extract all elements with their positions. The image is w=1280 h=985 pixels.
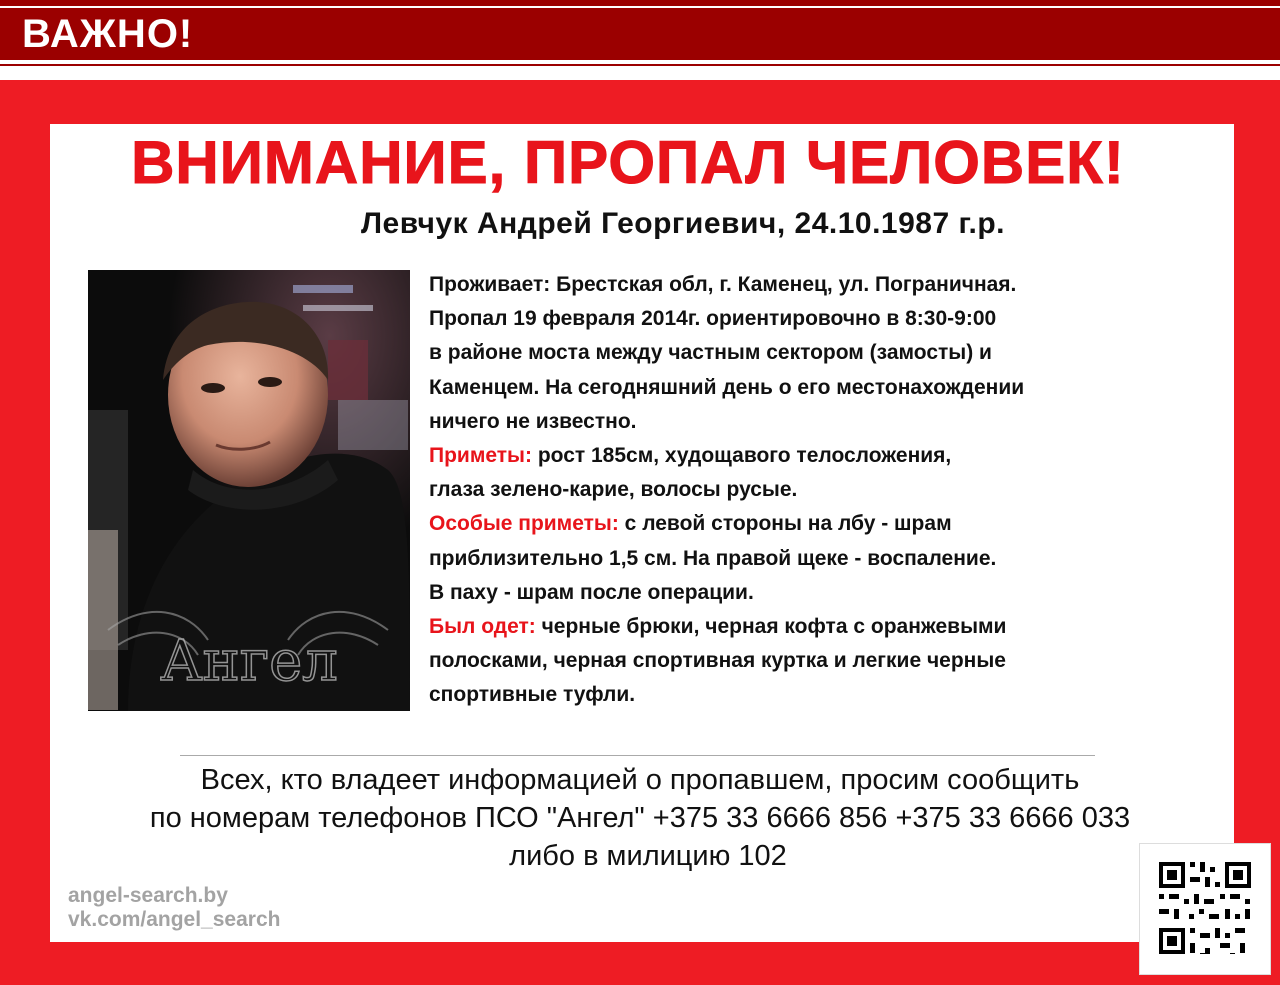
signs-line <box>429 439 1209 473</box>
divider <box>180 755 1095 756</box>
special-signs-line: В паху - шрам после операции. <box>429 580 754 604</box>
banner-underline <box>0 64 1280 66</box>
website-links <box>68 884 280 932</box>
site-link[interactable]: angel-search.by <box>68 884 228 907</box>
signs-label: Приметы: <box>429 444 532 468</box>
clothes-line: спортивные туфли. <box>429 683 636 707</box>
banner-label: ВАЖНО! <box>22 12 194 56</box>
special-signs-line: приблизительно 1,5 см. На правой щеке - воспаление. <box>429 546 997 570</box>
missing-person-name: Левчук Андрей Георгиевич, 24.10.1987 г.р. <box>361 207 1005 240</box>
signs-text: рост 185см, худощавого телосложения, <box>531 444 952 468</box>
phones-line: по номерам телефонов ПСО "Ангел" +375 33 6666 856 +375 33 6666 033 <box>149 802 1131 834</box>
residence-line: Пропал 19 февраля 2014г. ориентировочно в 8:30-9:00 <box>429 307 997 331</box>
top-banner <box>0 0 1280 60</box>
vk-link[interactable]: vk.com/angel_search <box>68 908 281 931</box>
special-signs-text: с левой стороны на лбу - шрам <box>618 512 952 536</box>
special-signs-line <box>429 507 1209 541</box>
photo-watermark: Ангел <box>160 629 338 694</box>
residence-line: Каменцем. На сегодняшний день о его местонахождении <box>429 375 1025 399</box>
missing-person-photo <box>88 270 410 711</box>
person-details <box>429 268 1209 713</box>
residence-line: Проживает: Брестская обл, г. Каменец, ул. Пограничная. <box>429 273 1017 296</box>
clothes-label: Был одет: <box>429 615 536 639</box>
clothes-text: черные брюки, черная кофта с оранжевыми <box>535 615 1007 639</box>
poster-headline: ВНИМАНИЕ, ПРОПАЛ ЧЕЛОВЕК! <box>131 129 1125 196</box>
residence-line: ничего не известно. <box>429 409 637 433</box>
banner-divider <box>0 6 1280 8</box>
residence-line: в районе моста между частным сектором (замосты) и <box>429 341 992 365</box>
special-signs-label: Особые приметы: <box>429 512 619 536</box>
appeal-line: Всех, кто владеет информацией о пропавшем, просим сообщить <box>200 764 1080 796</box>
signs-line: глаза зелено-карие, волосы русые. <box>429 478 798 502</box>
clothes-line <box>429 610 1209 644</box>
qr-code-icon <box>1139 843 1271 975</box>
police-line: либо в милицию 102 <box>509 840 787 872</box>
clothes-line: полосками, черная спортивная куртка и легкие черные <box>429 649 1006 673</box>
